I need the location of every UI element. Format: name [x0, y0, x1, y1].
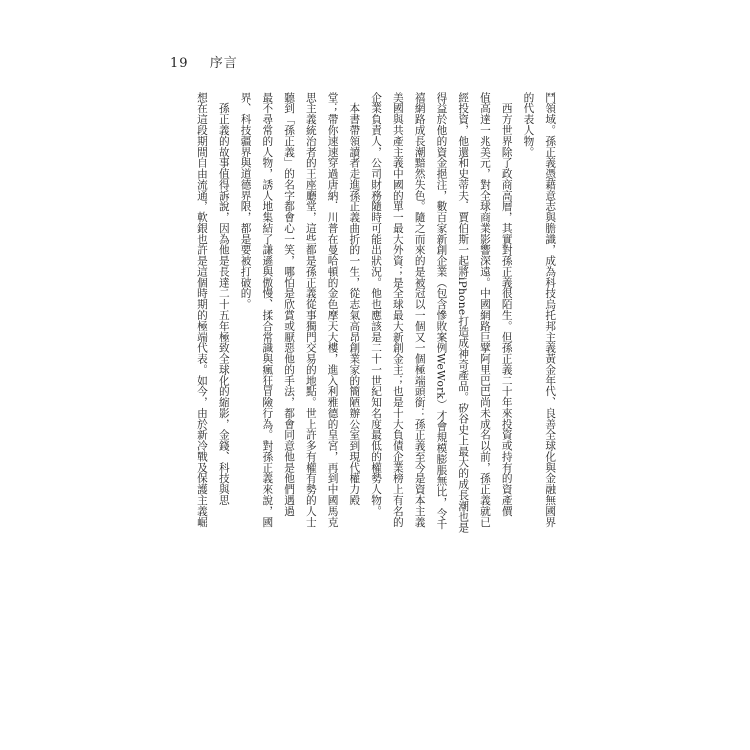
text-column: 孫正義的故事值得訴說，因為他是長達二十五年極致全球化的縮影，金錢、科技與思 — [216, 92, 229, 506]
text-column: 鬥領域。孫正義憑藉意志與膽識，成為科技烏托邦主義黃金年代、良善全球化與金融無國界 — [543, 92, 556, 528]
text-column: 值高達一兆美元，對全球商業影響深遠。中國網路巨擘阿里巴巴尚未成名以前，孫正義就已 — [477, 92, 490, 528]
text-column: 禧網路成長潮黯然失色。隨之而來的是被冠以一個又一個極端頭銜：孫正義至今是資本主義 — [412, 92, 425, 528]
text-column: 得益於他的資金挹注，數百家新創企業（包含慘敗案例WeWork）才會規模膨脹無比，令千 — [434, 92, 447, 530]
text-column: 美國與共產主義中國的單一最大外資；是全球最大新創金主；也是十大負債企業榜上有名的 — [390, 92, 403, 528]
section-title: 序言 — [209, 56, 238, 71]
text-column: 本書帶領讀者走進孫正義曲折的一生，從志氣高昂創業家的簡陋辦公室到現代權力殿 — [347, 92, 360, 506]
text-column: 企業負責人，公司財務隨時可能出狀況。他也應該是二十一世紀知名度最低的權勢人物。 — [368, 92, 382, 517]
vertical-text-body — [190, 92, 560, 534]
text-column: 西方世界除了政商高層，其實對孫正義很陌生。但孫正義二十年來投資或持有的資產價 — [499, 92, 512, 517]
text-column: 界、科技疆界與道德界限，都是要被打破的。 — [238, 92, 251, 310]
page-number: 19 — [170, 56, 189, 71]
text-column: 思主義統治者的王座廳堂，這些都是孫正義從事獨門交易的地點。世上許多有權有勢的人士 — [303, 92, 316, 528]
text-column: 堂；帶你速速穿過唐納．川普在曼哈頓的金色摩天大樓，進入利雅德的皇宮，再到中國馬克 — [325, 92, 338, 528]
running-header — [170, 52, 238, 71]
text-column: 聽到「孫正義」的名字都會心一笑，哪怕是欣賞或厭惡他的手法，都會同意他是他們遇過 — [281, 92, 294, 517]
text-column: 經投資，他還和史蒂夫．賈伯斯一起將iPhone打造成神奇產品。矽谷史上最大的成長潮也是 — [456, 92, 469, 534]
text-column: 想在這段期間自由流通，軟銀也許是這個時期的極端代表。如今，由於新冷戰及保護主義崛 — [194, 92, 207, 528]
text-column: 的代表人物。 — [521, 92, 534, 158]
text-column: 最不尋常的人物，誘人地集結了謙遜與傲慢、揉合常識與瘋狂冒險行為。對孫正義來說，國 — [260, 92, 273, 528]
